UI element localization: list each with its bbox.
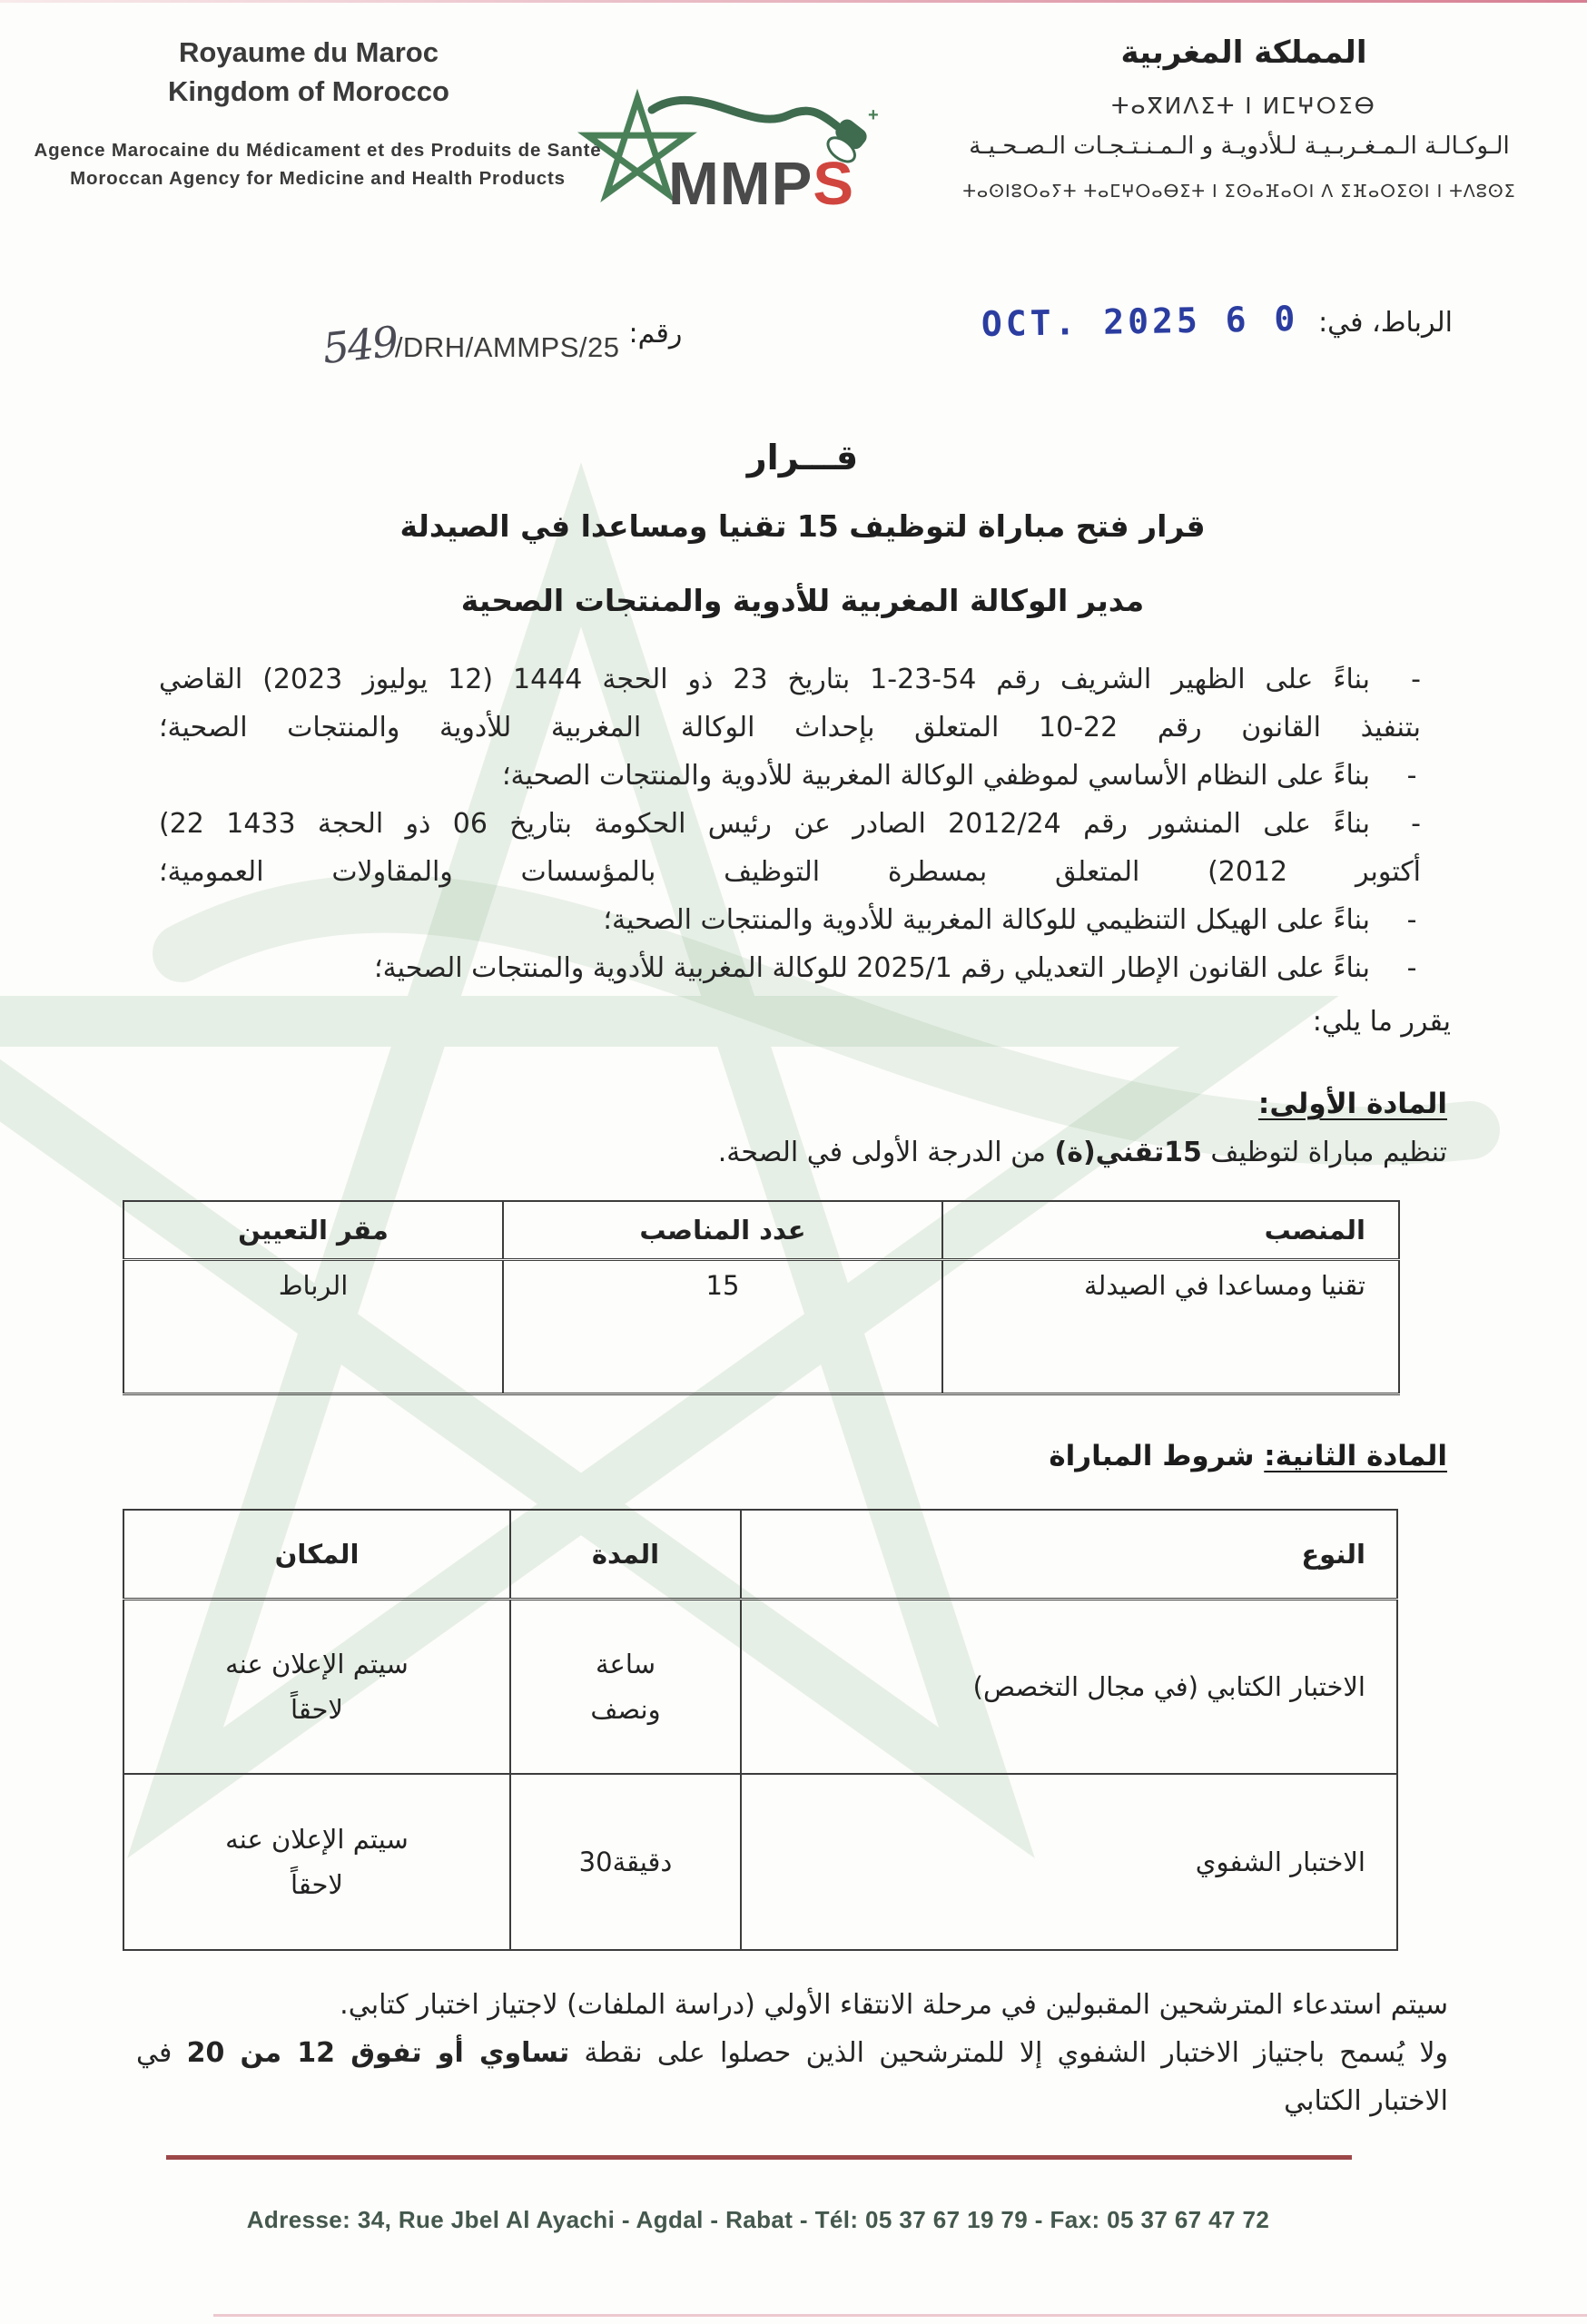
article-1-bold-count: 15تقني(ة) [1054,1137,1202,1168]
closing-line-3 [136,2077,1448,2125]
country-fr: Royaume du Maroc [179,36,439,68]
preamble [159,655,1421,992]
closing-text: ولا يُسمح باجتياز الاختبار الشفوي إلا للمترشحين الذين حصلوا على نقطة [569,2037,1448,2069]
bullet-dash-icon: - [1411,664,1421,695]
col-header-location: مقر التعيين [123,1201,503,1260]
article-2-heading-underlined: المادة الثانية: [1264,1440,1447,1472]
logo-text-s: S [813,150,855,218]
doc-title: قـــرار [746,438,859,478]
cell-exam-type: الاختبار الشفوي [741,1774,1397,1950]
cell-location: الرباط [123,1260,503,1394]
closing-text: سيتم استدعاء المترشحين المقبولين في مرحلة الانتقاء الأولي (دراسة الملفات) لاجتياز اختبار كتابي. [340,1989,1448,2021]
preamble-bullet-3-line-2 [159,848,1421,896]
reference-printed: /DRH/AMMPS/25 [394,331,620,363]
cell-place [123,1774,510,1950]
preamble-bullet-1-line-2 [159,704,1421,752]
preamble-text: بناءً على القانون الإطار التعديلي رقم 2025/1 للوكالة المغربية للأدوية والمنتجات الصحية؛ [374,952,1370,984]
preamble-bullet-5 [159,944,1421,992]
preamble-bullet-3-line-1 [159,800,1421,848]
table-header-row [123,1510,1397,1600]
logo-cord-icon [652,100,837,126]
closing-line-1 [136,1981,1448,2029]
bullet-dash-icon: - [1406,952,1417,984]
table-row [123,1600,1397,1775]
header-country-latin [54,33,563,111]
exam-conditions-table [123,1509,1398,1951]
col-header-position: المنصب [942,1201,1399,1260]
dateline-label: الرباط، في: [1318,307,1453,339]
header-agency-latin [27,136,608,192]
preamble-text: بناءً على الهيكل التنظيمي للوكالة المغربية للأدوية والمنتجات الصحية؛ [603,904,1370,936]
logo-text-mmp: MMP [668,150,813,218]
duration-text: ساعة ونصف [590,1649,661,1725]
article-1-text: تنظيم مباراة لتوظيف [1201,1137,1447,1168]
cell-place [123,1600,510,1775]
bullet-dash-icon: - [1406,760,1417,792]
cell-count: 15 [503,1260,942,1394]
ammps-logo [572,77,931,231]
preamble-text: بناءً على الظهير الشريف رقم 54-23-1 بتاريخ 23 ذو الحجة 1444 (12 يوليوز 2023) القاضي [159,664,1370,695]
article-1-heading: المادة الأولى: [1257,1088,1447,1120]
cell-duration [510,1600,741,1775]
article-2-subtitle: شروط المباراة [1049,1440,1265,1472]
closing-line-2 [136,2029,1448,2077]
reference-number [320,316,620,374]
col-header-type: النوع [741,1510,1397,1600]
decision-intro: يقرر ما يلي: [1312,1006,1451,1038]
preamble-bullet-4 [159,896,1421,944]
preamble-text: بناءً على المنشور رقم 2012/24 الصادر عن رئيس الحكومة بتاريخ 06 ذو الحجة 1433 [203,808,1371,840]
bullet-dash-icon: - [1406,904,1417,936]
date-stamp: 0 6 OCT. 2025 [981,298,1299,345]
positions-table [123,1200,1400,1395]
bullet-dash-icon: - [1411,808,1421,840]
header-kingdom-arabic: المملكة المغربية [1120,34,1367,71]
header-agency-tifinagh: ⵜⴰⵙⵏⵓⵔⴰⵢⵜ ⵜⴰⵎⵖⵔⴰⴱⵉⵜ ⵏ ⵉⵙⴰⴼⴰⵔⵏ ⴷ ⵉⴼⴰⵔⵉⵙⵏ ⵏ ⵜⴷⵓⵙⵉ [962,182,1516,202]
preamble-text: بناءً على النظام الأساسي لموظفي الوكالة المغربية للأدوية والمنتجات الصحية؛ [501,760,1370,792]
cell-position: تقنيا ومساعدا في الصيدلة [942,1260,1399,1394]
header-kingdom-tifinagh: ⵜⴰⴳⵍⴷⵉⵜ ⵏ ⵍⵎⵖⵔⵉⴱ [1111,93,1376,119]
closing-text: الاختبار الكتابي [1284,2085,1448,2117]
place-text: سيتم الإعلان عنه لاحقاً [225,1649,409,1725]
col-header-place: المكان [123,1510,510,1600]
article-2-heading [1049,1440,1447,1472]
table-row [123,1774,1397,1950]
preamble-bullet-2 [159,752,1421,800]
table-header-row [123,1201,1399,1260]
article-1-body [718,1137,1447,1168]
article-1-text: من الدرجة الأولى في الصحة. [717,1137,1055,1168]
dateline [981,298,1453,347]
reference-label: رقم: [628,318,683,350]
duration-text: دقيقة30 [578,1846,673,1877]
svg-text:MMPS [668,150,854,218]
country-en: Kingdom of Morocco [168,75,449,107]
closing-text: في [136,2037,187,2069]
reference-line [320,316,683,374]
header-agency-arabic: الـوكـالـة الـمـغـربـيـة لـلأدويـة و الـمـنـتـجـات الـصـحـيـة [969,133,1510,160]
preamble-text: أكتوبر 2012) المتعلق بمسطرة التوظيف بالمؤسسات والمقاولات العمومية؛ [159,856,1422,888]
agency-fr: Agence Marocaine du Médicament et des Produits de Santé [34,140,602,161]
col-header-count: عدد المناصب [503,1201,942,1260]
cell-exam-type: الاختبار الكتابي (في مجال التخصص) [741,1600,1397,1775]
scan-artifact-top-line [0,0,1587,3]
preamble-text-ltr-fragment: (22 [159,808,204,840]
cell-duration [510,1774,741,1950]
preamble-text: بتنفيذ القانون رقم 22-10 المتعلق بإحداث الوكالة المغربية للأدوية والمنتجات الصحية؛ [159,712,1421,743]
closing-paragraphs [136,1981,1448,2125]
doc-subtitle-1: قرار فتح مباراة لتوظيف 15 تقنيا ومساعدا في الصيدلة [399,508,1206,544]
footer-divider [166,2155,1352,2160]
doc-subtitle-2: مدير الوكالة المغربية للأدوية والمنتجات الصحية [460,583,1145,618]
place-text: سيتم الإعلان عنه لاحقاً [225,1824,409,1900]
table-row [123,1260,1399,1394]
scan-artifact-bottom-line [213,2314,1587,2317]
agency-en: Moroccan Agency for Medicine and Health Products [70,168,566,189]
footer-address: Adresse: 34, Rue Jbel Al Ayachi - Agdal - Rabat - Tél: 05 37 67 19 79 - Fax: 05 37 67 47 72 [246,2206,1270,2233]
closing-bold-score: تساوي أو تفوق 12 من 20 [186,2037,570,2069]
col-header-duration: المدة [510,1510,741,1600]
preamble-bullet-1-line-1 [159,655,1421,704]
reference-handwritten: 549 [320,316,399,374]
logo-plus-icon: + [868,105,879,125]
